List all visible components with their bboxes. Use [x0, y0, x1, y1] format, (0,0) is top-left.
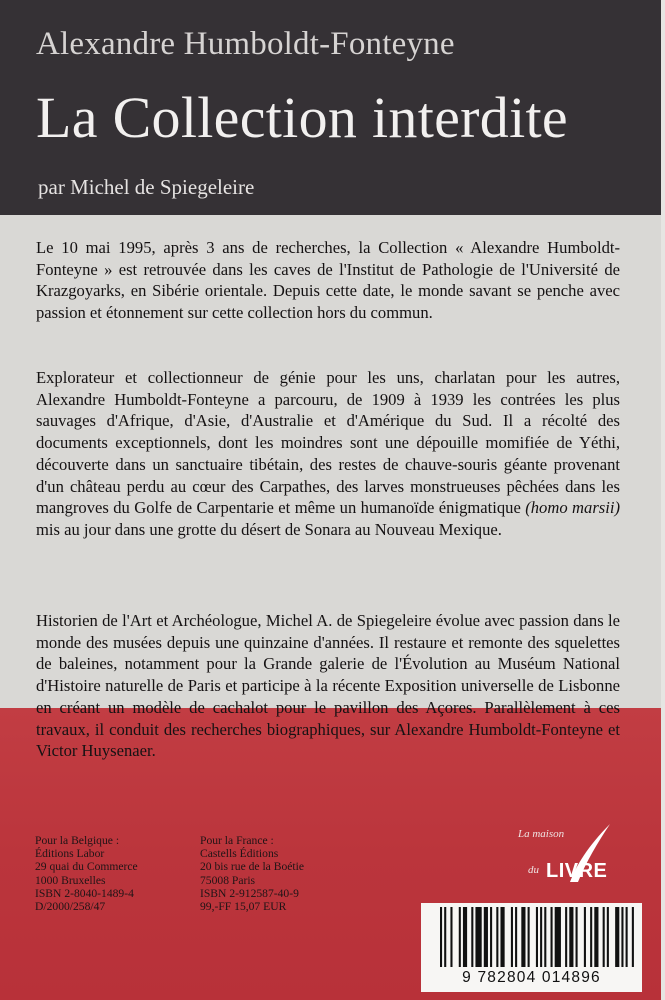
summary-paragraph-2 [36, 367, 620, 541]
summary-paragraph-2-text: Explorateur et collectionneur de génie pour les uns, charlatan pour les autres, Alexandre Humboldt-Fonteyne a parcouru, de 1909 à 1939 les contrées les plus sauvages d'Afrique, d'Asie, d'Australie et d'Amérique du Sud. Il a récolté des documents exceptionnels, dont les moindres sont une dépouille momifiée de Yéthi, découverte dans un sanctuaire tibétain, des restes de chauve-souris géante provenant d'un château perdu au cœur des Carpathes, des larves monstrueuses pêchées dans les mangroves du Golfe de Carpentarie et même un humanoïde énigmatique [36, 368, 620, 518]
barcode-bar [603, 907, 605, 967]
barcode-bar [576, 907, 578, 967]
barcode-bar [555, 907, 561, 967]
imprint-belgium [35, 834, 138, 913]
barcode-bar [471, 907, 473, 967]
imprint-france-publisher: Castells Éditions [200, 847, 279, 861]
summary-paragraph-1: Le 10 mai 1995, après 3 ans de recherches, la Collection « Alexandre Humboldt-Fonteyne » est retrouvée dans les caves de l'Institut de Pathologie de l'Université de Krazgoyarks, en Sibérie orientale. Depuis cette date, le monde savant se penche avec passion et étonnement sur cette collection hors du commun. [36, 238, 620, 323]
barcode-bar [536, 907, 538, 967]
barcode-bar [496, 907, 498, 967]
imprint-belgium-publisher: Éditions Labor [35, 847, 105, 861]
barcode-icon [440, 907, 636, 967]
barcode-bar [444, 907, 446, 967]
barcode-bar [621, 907, 623, 967]
barcode-bar [475, 907, 481, 967]
book-byline: par Michel de Spiegeleire [38, 175, 255, 199]
imprint-belgium-label: Pour la Belgique : [35, 834, 120, 847]
barcode-bar [584, 907, 586, 967]
publisher-logo [514, 822, 618, 888]
imprint-france-price: 99,-FF 15,07 EUR [200, 900, 287, 914]
book-author: Alexandre Humboldt-Fonteyne [36, 26, 455, 62]
barcode-bar [607, 907, 609, 967]
barcode-bar [615, 907, 619, 967]
barcode-bar [515, 907, 517, 967]
imprint-france-city: 75008 Paris [200, 873, 256, 887]
logo-line2: du [528, 864, 539, 876]
barcode-bar [569, 907, 573, 967]
barcode-number: 9 782804 014896 [462, 969, 601, 986]
barcode-bar [459, 907, 461, 967]
imprint-belgium-street: 29 quai du Commerce [35, 860, 138, 874]
barcode-bar [490, 907, 492, 967]
imprint-france-street: 20 bis rue de la Boétie [200, 860, 304, 874]
barcode-bar [626, 907, 628, 967]
barcode-bar [594, 907, 598, 967]
author-bio-paragraph: Historien de l'Art et Archéologue, Michel A. de Spiegeleire évolue avec passion dans le monde des musées depuis une quinzaine d'années. Il restaure et remonte des squelettes de baleines, notamment pour la Grande galerie de l'Évolution au Muséum National d'Histoire naturelle de Paris et participe à la récente Exposition universelle de Lisbonne en créant un modèle de cachalot pour le pavillon des Açores. Parallèlement à ces travaux, il conduit des recherches biographiques, sur Alexandre Humboldt-Fonteyne et Victor Huysenaer. [36, 611, 620, 761]
logo-line3: LIVRE [546, 860, 608, 882]
barcode-bar [511, 907, 513, 967]
imprint-belgium-legal-deposit: D/2000/258/47 [35, 900, 106, 914]
barcode-bar [540, 907, 542, 967]
imprint-france-isbn: ISBN 2-912587-40-9 [200, 886, 299, 900]
logo-line1: La maison [518, 828, 565, 840]
barcode-bar [565, 907, 567, 967]
summary-paragraph-2-end: mis au jour dans une grotte du désert de Sonara au Nouveau Mexique. [36, 519, 502, 539]
barcode-bar [544, 907, 546, 967]
barcode-bar [484, 907, 488, 967]
barcode-bar [528, 907, 530, 967]
barcode-bar [551, 907, 553, 967]
barcode-bar [521, 907, 525, 967]
summary-paragraph-2-italic: (homo marsii) [525, 498, 620, 518]
page-edge [661, 0, 665, 1000]
imprint-france-label: Pour la France : [200, 834, 274, 847]
imprint-belgium-city: 1000 Bruxelles [35, 873, 106, 887]
barcode-bar [632, 907, 634, 967]
barcode-bar [500, 907, 504, 967]
imprint-france [200, 834, 304, 913]
book-title: La Collection interdite [36, 85, 568, 150]
barcode-bar [440, 907, 442, 967]
imprint-belgium-isbn: ISBN 2-8040-1489-4 [35, 886, 134, 900]
barcode-bar [463, 907, 467, 967]
barcode-bar [450, 907, 452, 967]
barcode-panel [421, 903, 642, 992]
barcode-bar [590, 907, 592, 967]
